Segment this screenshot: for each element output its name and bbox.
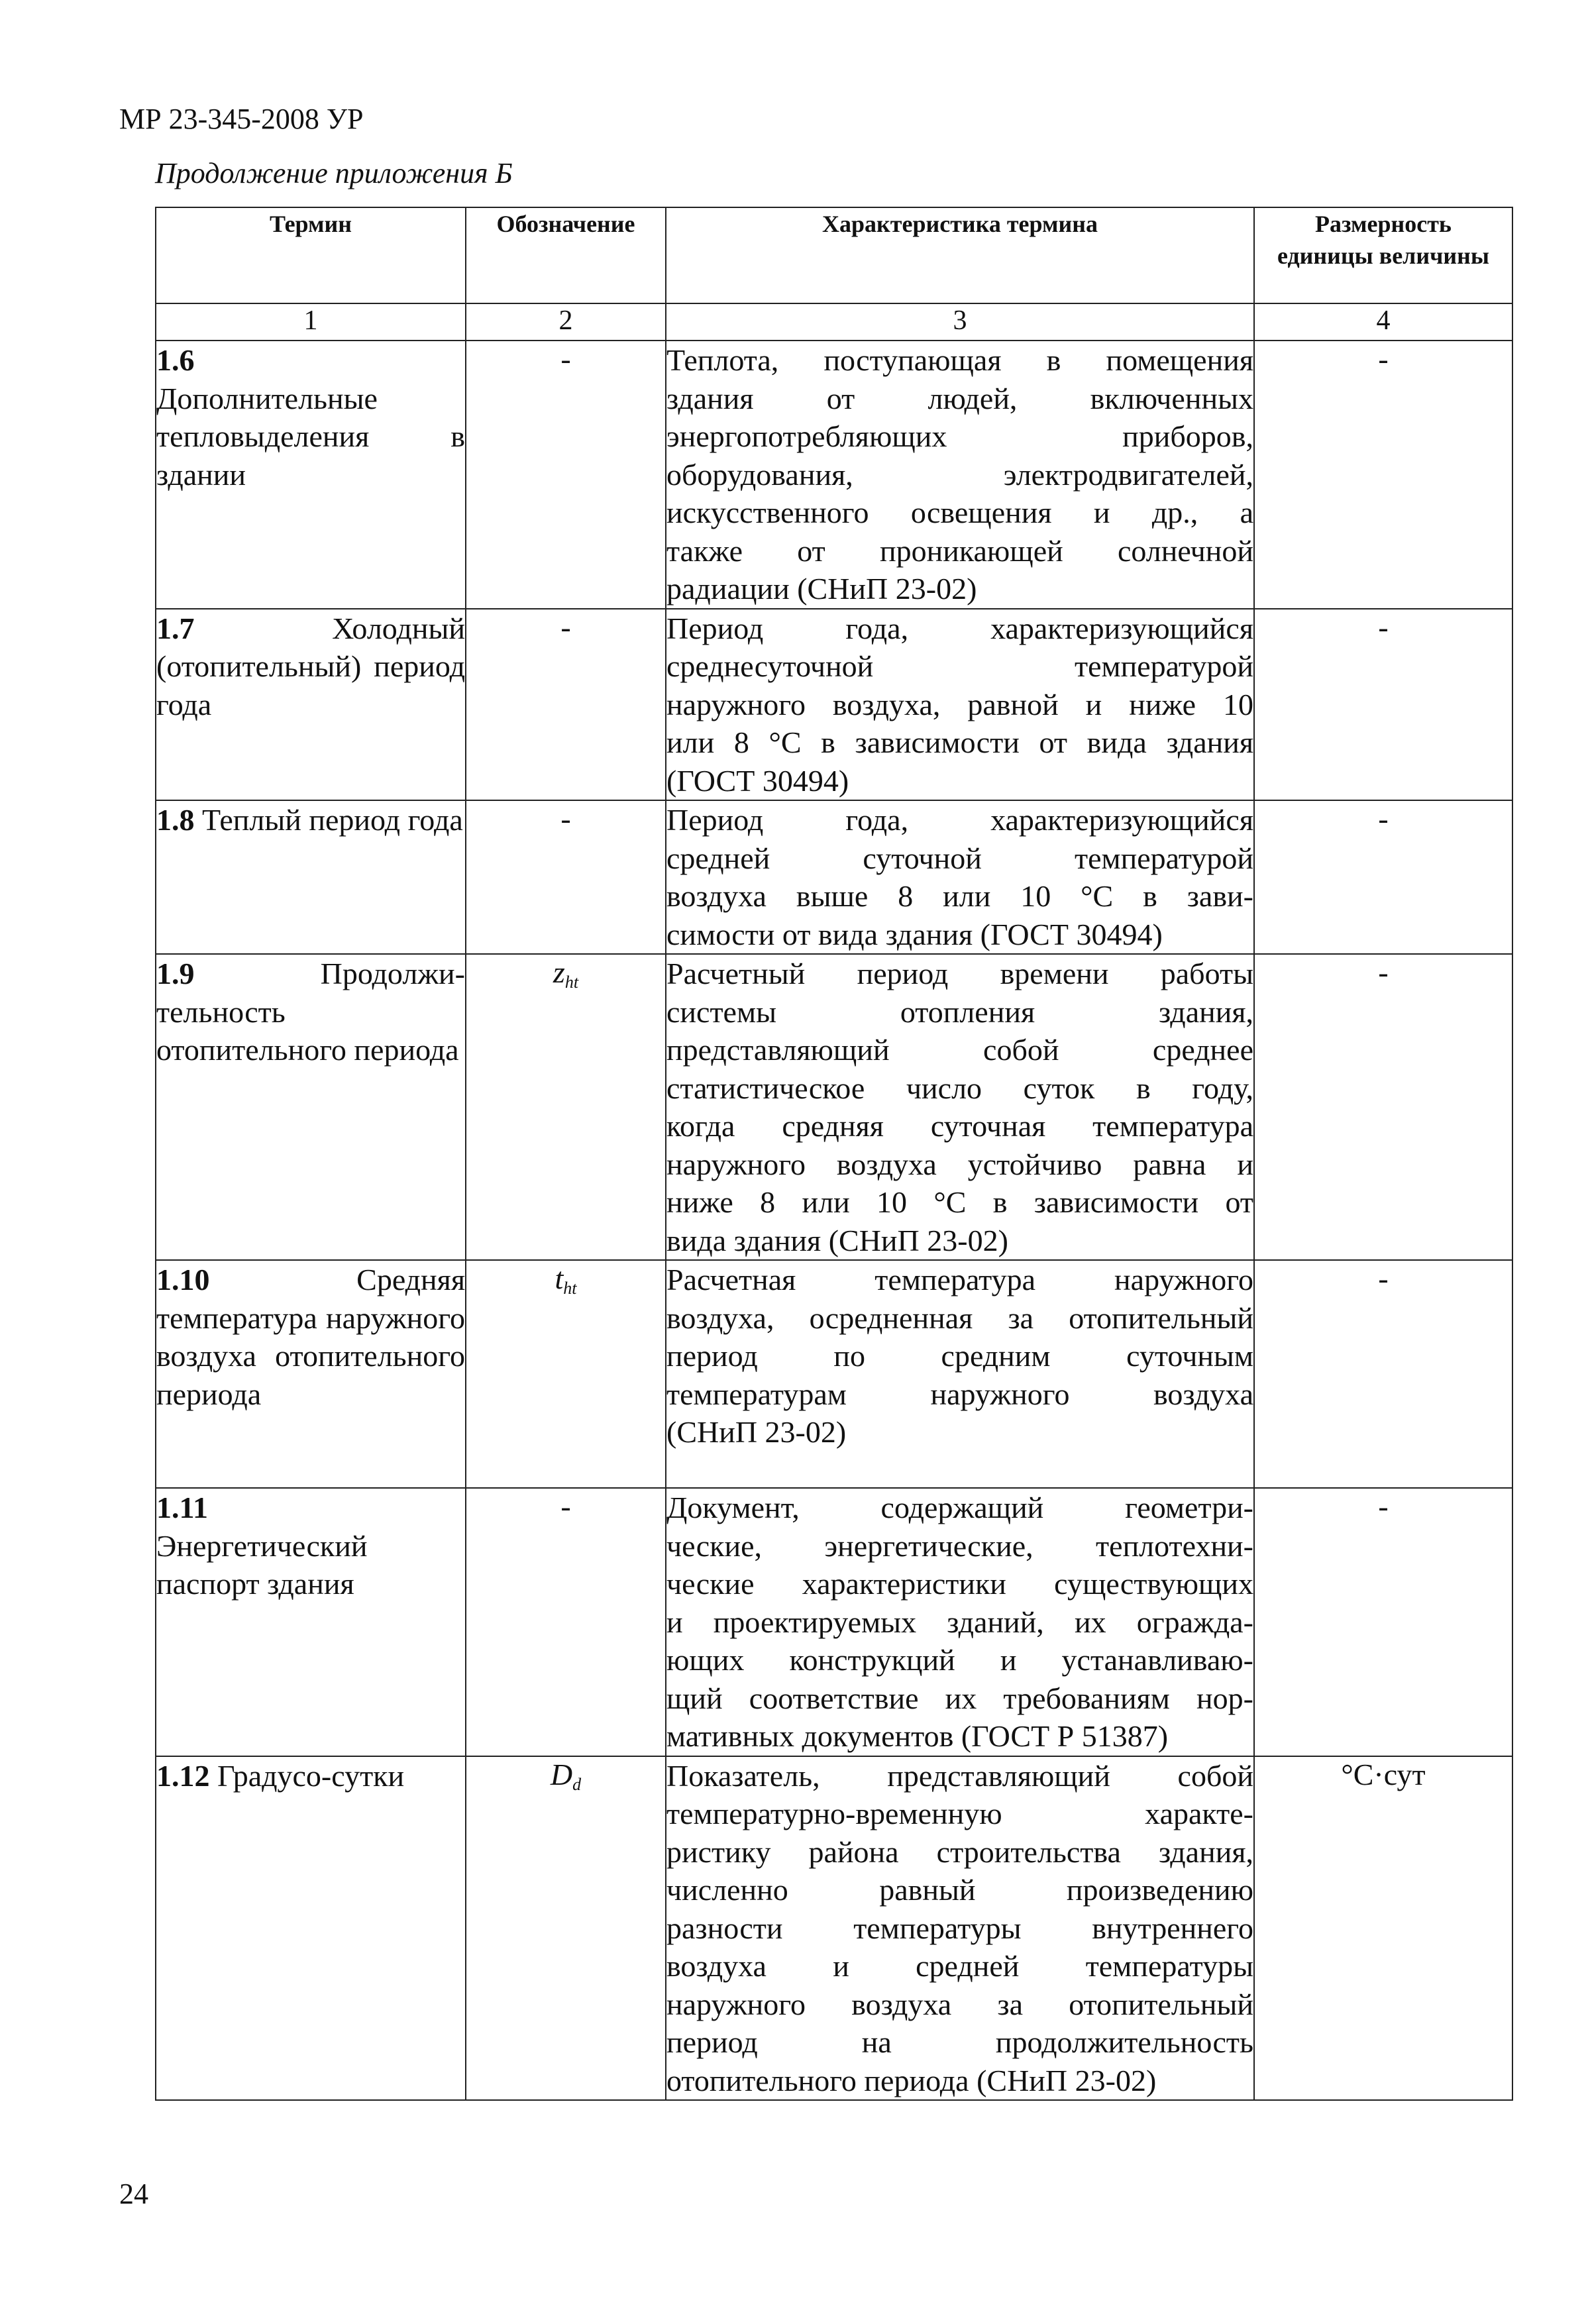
term-cell (156, 609, 466, 801)
symbol-dash: - (560, 1489, 571, 1523)
description-line: оборудования, электродвигателей, (666, 457, 1253, 492)
term-cell (156, 1260, 466, 1488)
term-cell (156, 341, 466, 609)
description-line: период на продолжительность (666, 2025, 1253, 2059)
description-line: наружного воздуха, равной и ниже 10 (666, 687, 1253, 721)
column-header-unit: Размерность единицы величины (1254, 207, 1512, 303)
table-body (156, 341, 1512, 2100)
description-line: среднесуточной температурой (666, 649, 1253, 683)
description-line: Документ, содержащий геометри- (666, 1491, 1253, 1524)
term-name: Градусо-сутки (217, 1758, 405, 1793)
description-line: Теплота, поступающая в помещения (666, 343, 1253, 377)
document-code: МР 23-345-2008 УР (119, 103, 364, 135)
symbol-cell (466, 1756, 666, 2101)
table-row (156, 800, 1512, 954)
column-number: 2 (466, 303, 666, 341)
symbol-notation (550, 1757, 582, 1794)
description-line: ческие характеристики существующих (666, 1567, 1253, 1601)
description-line: ниже 8 или 10 °С в зависимости от (666, 1185, 1253, 1219)
description-line: статистическое число суток в году, (666, 1071, 1253, 1105)
table-row (156, 1756, 1512, 2101)
unit-cell: - (1254, 1260, 1512, 1488)
description-line: ческие, энергетические, теплотехни- (666, 1528, 1253, 1563)
description-line: период по средним суточным (666, 1339, 1253, 1373)
term-cell (156, 954, 466, 1260)
description-line: (СНиП 23-02) (666, 1415, 847, 1449)
description-line: воздуха, осредненная за отопительный (666, 1300, 1253, 1335)
term-number: 1.11 (156, 1491, 208, 1524)
description-line: (ГОСТ 30494) (666, 763, 849, 798)
term-cell (156, 1756, 466, 2101)
description-line: здания от людей, включенных (666, 381, 1253, 415)
description-line: симости от вида здания (ГОСТ 30494) (666, 917, 1163, 951)
column-number: 3 (666, 303, 1254, 341)
symbol-main: D (550, 1757, 573, 1791)
table-row (156, 1488, 1512, 1756)
description-line: вида здания (СНиП 23-02) (666, 1223, 1008, 1257)
symbol-cell (466, 609, 666, 801)
term-number: 1.10 (156, 1263, 210, 1296)
description-line: воздуха и средней температуры (666, 1949, 1253, 1983)
symbol-subscript: d (572, 1774, 582, 1794)
symbol-main: t (555, 1261, 564, 1295)
description-line: Расчетная температура наружного (666, 1263, 1253, 1296)
description-cell (666, 609, 1254, 801)
symbol-main: z (553, 955, 565, 989)
description-line: средней суточной температурой (666, 841, 1253, 875)
term-cell (156, 1488, 466, 1756)
term-name: Теплый период года (202, 803, 463, 837)
description-line: и проектируемых зданий, их огражда- (666, 1605, 1253, 1639)
description-line: мативных документов (ГОСТ Р 51387) (666, 1719, 1169, 1753)
description-line: радиации (СНиП 23-02) (666, 572, 977, 606)
symbol-dash: - (560, 802, 571, 835)
description-line: системы отопления здания, (666, 994, 1253, 1029)
page-number: 24 (119, 2178, 148, 2210)
symbol-subscript: ht (564, 973, 579, 992)
unit-cell: - (1254, 800, 1512, 954)
symbol-cell (466, 954, 666, 1260)
description-line: ющих конструкций и устанавливаю- (666, 1643, 1253, 1677)
symbol-cell (466, 341, 666, 609)
description-line: воздуха выше 8 или 10 °С в зави- (666, 879, 1253, 913)
column-number: 4 (1254, 303, 1512, 341)
table-row (156, 1260, 1512, 1488)
description-line: представляющий собой среднее (666, 1033, 1253, 1067)
description-line: щий соответствие их требованиям нор- (666, 1681, 1253, 1715)
unit-cell: °С·сут (1254, 1756, 1512, 2101)
term-name: Дополнительные тепловыделения в здании (156, 381, 465, 492)
description-line: отопительного периода (СНиП 23-02) (666, 2063, 1157, 2097)
description-line: температурно-временную характе- (666, 1797, 1253, 1830)
term-number: 1.6 (156, 343, 195, 377)
description-line: искусственного освещения и др., а (666, 496, 1253, 529)
description-line: наружного воздуха за отопительный (666, 1987, 1253, 2021)
column-header-term: Термин (156, 207, 466, 303)
symbol-cell (466, 800, 666, 954)
description-line: Показатель, представляющий собой (666, 1758, 1253, 1793)
table-row (156, 341, 1512, 609)
terms-table (155, 207, 1513, 2101)
description-line: или 8 °С в зависимости от вида здания (666, 725, 1253, 759)
symbol-notation (555, 1261, 577, 1298)
symbol-dash: - (560, 342, 571, 376)
unit-cell: - (1254, 609, 1512, 801)
description-line: наружного воздуха устойчиво равна и (666, 1147, 1253, 1181)
unit-cell: - (1254, 341, 1512, 609)
description-cell (666, 1756, 1254, 2101)
description-line: ристику района строительства здания, (666, 1834, 1253, 1869)
description-line: температурам наружного воздуха (666, 1377, 1253, 1411)
description-line: численно равный произведению (666, 1873, 1253, 1907)
unit-cell: - (1254, 1488, 1512, 1756)
symbol-cell (466, 1488, 666, 1756)
description-line: энергопотребляющих приборов, (666, 419, 1253, 453)
term-number: 1.7 (156, 611, 195, 645)
description-cell (666, 1260, 1254, 1488)
column-number: 1 (156, 303, 466, 341)
unit-cell: - (1254, 954, 1512, 1260)
column-header-description: Характеристика термина (666, 207, 1254, 303)
term-name: Холодный (отопительный) период года (156, 611, 465, 721)
term-number: 1.8 (156, 803, 195, 837)
description-line: также от проникающей солнечной (666, 533, 1253, 568)
symbol-dash: - (560, 609, 571, 644)
description-line: Расчетный период времени работы (666, 957, 1253, 990)
appendix-continuation-label: Продолжение приложения Б (155, 157, 513, 189)
term-name: Продолжи-тельность отопительного периода (156, 957, 465, 1067)
column-number-row (156, 303, 1512, 341)
table-row (156, 609, 1512, 801)
description-line: разности температуры внутреннего (666, 1911, 1253, 1945)
term-name: Энергетический паспорт здания (156, 1528, 368, 1601)
term-number: 1.12 (156, 1758, 210, 1793)
description-cell (666, 800, 1254, 954)
symbol-cell (466, 1260, 666, 1488)
table-header-row (156, 207, 1512, 303)
description-cell (666, 341, 1254, 609)
description-line: когда средняя суточная температура (666, 1109, 1253, 1143)
description-cell (666, 1488, 1254, 1756)
term-number: 1.9 (156, 957, 195, 990)
symbol-notation (553, 955, 579, 992)
description-line: Период года, характеризующийся (666, 611, 1253, 645)
description-cell (666, 954, 1254, 1260)
term-name: Средняя температура наружного воздуха отопительного периода (156, 1263, 465, 1411)
symbol-subscript: ht (563, 1279, 577, 1298)
column-header-symbol: Обозначение (466, 207, 666, 303)
description-line: Период года, характеризующийся (666, 803, 1253, 837)
table-row (156, 954, 1512, 1260)
term-cell (156, 800, 466, 954)
